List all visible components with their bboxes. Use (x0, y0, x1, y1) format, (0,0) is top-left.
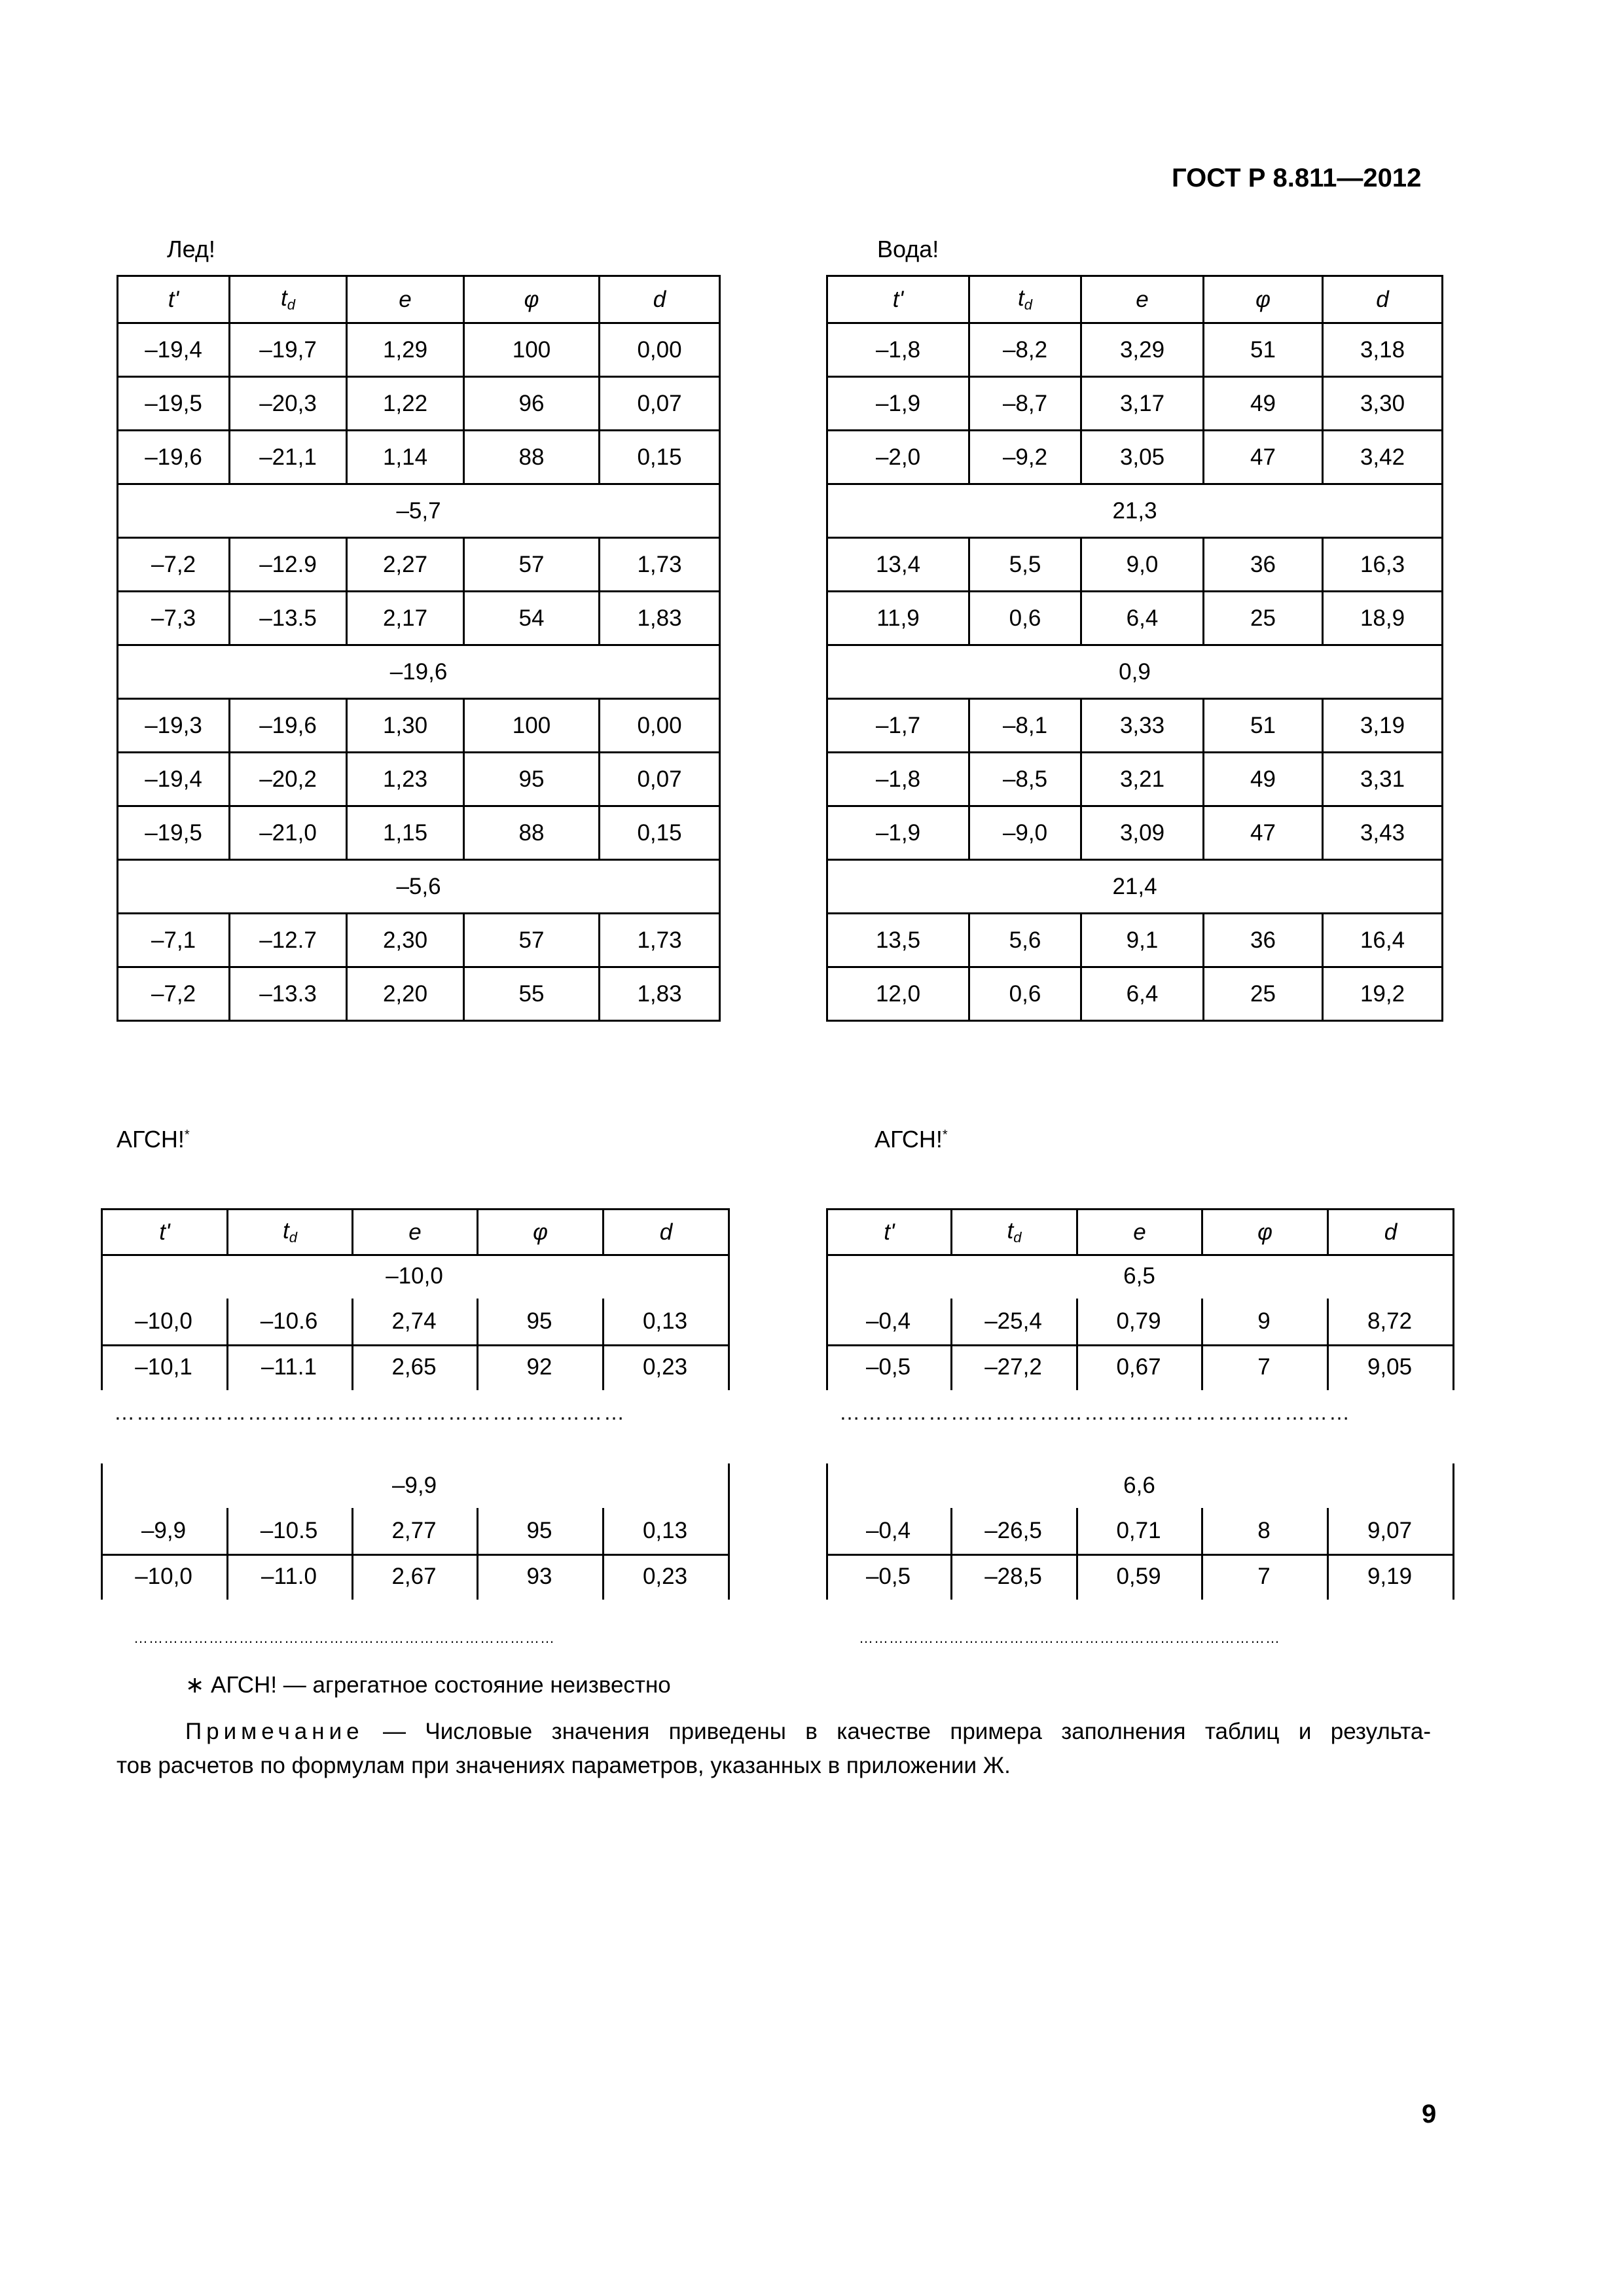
table-cell: 3,09 (1081, 806, 1204, 860)
table-cell: 0,23 (642, 1354, 688, 1380)
table-cell: –25,4 (984, 1308, 1042, 1334)
column-divider (226, 1508, 228, 1600)
table-cell: 7 (1257, 1354, 1271, 1380)
table-cell: 25 (1204, 592, 1323, 645)
agsn-mid-dots: …………………………………………………………… (114, 1401, 626, 1424)
group-label: –19,6 (118, 645, 720, 699)
table-cell: 6,4 (1081, 592, 1204, 645)
table-cell: –27,2 (984, 1354, 1042, 1380)
table-cell: 0,13 (642, 1518, 688, 1543)
table-row (827, 806, 1443, 860)
table-cell: 0,15 (600, 431, 720, 484)
table-cell: 51 (1204, 699, 1323, 753)
column-divider (602, 1299, 604, 1390)
column-header (1081, 276, 1204, 323)
table-cell: 13,4 (827, 538, 969, 592)
table-cell: –9,0 (969, 806, 1081, 860)
table-cell: 7 (1257, 1564, 1271, 1589)
table-cell: 47 (1204, 431, 1323, 484)
group-label-row (118, 860, 720, 914)
table-cell: 1,15 (347, 806, 464, 860)
column-header-symbol: e (408, 1219, 422, 1245)
table-cell: –10,1 (135, 1354, 192, 1380)
column-header (827, 276, 969, 323)
column-header (464, 276, 600, 323)
column-header-symbol: φ (1257, 1219, 1272, 1245)
table-cell: 3,05 (1081, 431, 1204, 484)
table-cell: 2,20 (347, 967, 464, 1021)
table-row (118, 538, 720, 592)
table-cell: 0,23 (642, 1564, 688, 1589)
table-cell: 3,31 (1323, 753, 1443, 806)
column-header (1202, 1210, 1328, 1255)
table-cell: 1,22 (347, 377, 464, 431)
table-row (827, 753, 1443, 806)
column-divider (950, 1299, 952, 1390)
table-cell: 2,27 (347, 538, 464, 592)
table-border (728, 1463, 730, 1600)
note-label: Примечание (185, 1719, 364, 1744)
table-cell: 0,07 (600, 377, 720, 431)
table-cell: –19,6 (118, 431, 230, 484)
table-cell: 2,65 (391, 1354, 437, 1380)
table-cell: –1,8 (827, 753, 969, 806)
table-cell: 1,83 (600, 592, 720, 645)
table-cell: –10,0 (135, 1564, 192, 1589)
table-cell: 1,83 (600, 967, 720, 1021)
table-cell: 3,43 (1323, 806, 1443, 860)
table-cell: –20,2 (230, 753, 347, 806)
table-cell: –21,0 (230, 806, 347, 860)
table-cell: 95 (526, 1518, 552, 1543)
table-cell: –13.5 (230, 592, 347, 645)
agsn-end-dots: ………………………………………………………………………… (859, 1630, 1280, 1646)
column-header-symbol: t (283, 1218, 289, 1244)
agsn-end-dots: ………………………………………………………………………… (134, 1630, 555, 1646)
group-label-row (118, 645, 720, 699)
column-divider (477, 1299, 478, 1390)
table-cell: 1,73 (600, 914, 720, 967)
group-label: –5,6 (118, 860, 720, 914)
column-divider (602, 1508, 604, 1600)
column-header (604, 1210, 729, 1255)
water-table-caption: Вода! (877, 236, 939, 262)
table-row (827, 377, 1443, 431)
table-cell: 2,17 (347, 592, 464, 645)
table-row (827, 323, 1443, 377)
column-divider (352, 1508, 353, 1600)
column-header-symbol: d (1376, 286, 1389, 312)
table-cell: 47 (1204, 806, 1323, 860)
table-cell: 88 (464, 806, 600, 860)
column-header (1077, 1210, 1202, 1255)
table-cell: –19,4 (118, 753, 230, 806)
group-label: 21,3 (827, 484, 1443, 538)
table-cell: 51 (1204, 323, 1323, 377)
table-cell: 88 (464, 431, 600, 484)
column-header (1204, 276, 1323, 323)
table-cell: –19,6 (230, 699, 347, 753)
table-cell: –13.3 (230, 967, 347, 1021)
column-header-subscript: d (1013, 1229, 1022, 1246)
table-border (101, 1254, 103, 1390)
agsn-block1-label: –10,0 (386, 1263, 443, 1289)
ice-table (117, 275, 721, 1022)
table-cell: 2,67 (391, 1564, 437, 1589)
column-divider (950, 1508, 952, 1600)
table-cell: 54 (464, 592, 600, 645)
table-cell: –20,3 (230, 377, 347, 431)
header-row (118, 276, 720, 323)
column-header (118, 276, 230, 323)
column-divider (1327, 1299, 1329, 1390)
column-header (952, 1210, 1077, 1255)
table-row (118, 377, 720, 431)
table-cell: –11.1 (261, 1354, 317, 1380)
column-header (600, 276, 720, 323)
agsn-block2-label: 6,6 (1123, 1473, 1155, 1498)
table-cell: 9,05 (1367, 1354, 1413, 1380)
table-row (827, 699, 1443, 753)
column-divider (1201, 1299, 1203, 1390)
table-border (101, 1463, 103, 1600)
table-cell: 0,00 (600, 699, 720, 753)
column-header (969, 276, 1081, 323)
group-label-row (118, 484, 720, 538)
table-cell: –0,5 (865, 1564, 911, 1589)
group-label-row (827, 645, 1443, 699)
table-cell: 11,9 (827, 592, 969, 645)
agsn-header-row (826, 1208, 1454, 1256)
column-header (102, 1210, 228, 1255)
table-row (827, 431, 1443, 484)
table-row (118, 914, 720, 967)
table-cell: –19,5 (118, 806, 230, 860)
table-row (827, 967, 1443, 1021)
column-header-symbol: e (1136, 286, 1149, 312)
table-cell: –28,5 (984, 1564, 1042, 1589)
table-cell: 1,73 (600, 538, 720, 592)
table-cell: 19,2 (1323, 967, 1443, 1021)
table-cell: 5,6 (969, 914, 1081, 967)
column-header-symbol: t' (892, 286, 904, 312)
column-divider (1201, 1508, 1203, 1600)
table-cell: 95 (526, 1308, 552, 1334)
column-divider (226, 1299, 228, 1390)
table-cell: 1,30 (347, 699, 464, 753)
table-cell: 6,4 (1081, 967, 1204, 1021)
ice-table-caption: Лед! (167, 236, 215, 262)
water-table (826, 275, 1443, 1022)
table-cell: 2,77 (391, 1518, 437, 1543)
table-cell: –8,2 (969, 323, 1081, 377)
table-cell: 0,00 (600, 323, 720, 377)
table-cell: –7,2 (118, 967, 230, 1021)
table-cell: 100 (464, 699, 600, 753)
table-cell: 0,71 (1116, 1518, 1161, 1543)
table-cell: 8 (1257, 1518, 1271, 1543)
column-divider (1327, 1508, 1329, 1600)
column-header-symbol: t' (159, 1219, 170, 1245)
table-cell: –21,1 (230, 431, 347, 484)
table-row (827, 592, 1443, 645)
table-cell: –7,2 (118, 538, 230, 592)
agsn-left-caption: АГСН!* (117, 1126, 190, 1153)
column-header-subscript: d (289, 1229, 297, 1246)
table-row (827, 538, 1443, 592)
note (117, 1715, 1431, 1783)
table-cell: 1,23 (347, 753, 464, 806)
column-header (230, 276, 347, 323)
table-cell: –26,5 (984, 1518, 1042, 1543)
table-cell: –9,2 (969, 431, 1081, 484)
group-label: –5,7 (118, 484, 720, 538)
column-header-symbol: d (1384, 1219, 1398, 1245)
table-cell: 9,1 (1081, 914, 1204, 967)
table-cell: 3,17 (1081, 377, 1204, 431)
table-cell: –1,9 (827, 377, 969, 431)
table-cell: –8,1 (969, 699, 1081, 753)
table-cell: 9,07 (1367, 1518, 1413, 1543)
table-cell: 16,3 (1323, 538, 1443, 592)
table-cell: –19,5 (118, 377, 230, 431)
table-cell: 2,74 (391, 1308, 437, 1334)
group-label: 0,9 (827, 645, 1443, 699)
group-label-row (827, 484, 1443, 538)
table-cell: –8,5 (969, 753, 1081, 806)
table-cell: 96 (464, 377, 600, 431)
table-cell: 25 (1204, 967, 1323, 1021)
note-text-line2: тов расчетов по формулам при значениях параметров, указанных в приложении Ж. (117, 1753, 1011, 1778)
table-row (118, 323, 720, 377)
table-cell: –7,3 (118, 592, 230, 645)
table-cell: 0,07 (600, 753, 720, 806)
table-cell: –8,7 (969, 377, 1081, 431)
table-cell: –19,4 (118, 323, 230, 377)
table-cell: 9 (1257, 1308, 1271, 1334)
column-header (353, 1210, 478, 1255)
table-cell: 0,67 (1116, 1354, 1161, 1380)
table-cell: 92 (526, 1354, 552, 1380)
table-cell: –19,7 (230, 323, 347, 377)
table-cell: 5,5 (969, 538, 1081, 592)
table-cell: –11.0 (261, 1564, 317, 1589)
table-cell: –19,3 (118, 699, 230, 753)
table-cell: 3,29 (1081, 323, 1204, 377)
table-cell: 18,9 (1323, 592, 1443, 645)
column-header (1323, 276, 1443, 323)
table-row (118, 699, 720, 753)
table-row (118, 592, 720, 645)
table-cell: 0,13 (642, 1308, 688, 1334)
column-header (347, 276, 464, 323)
document-title: ГОСТ Р 8.811—2012 (1172, 164, 1422, 192)
table-cell: 3,21 (1081, 753, 1204, 806)
column-header-symbol: t' (168, 286, 179, 312)
table-cell: –1,7 (827, 699, 969, 753)
column-header-symbol: d (659, 1219, 673, 1245)
table-cell: 100 (464, 323, 600, 377)
table-cell: –10.5 (260, 1518, 318, 1543)
table-cell: 12,0 (827, 967, 969, 1021)
header-row (827, 276, 1443, 323)
table-row (118, 431, 720, 484)
column-divider (477, 1508, 478, 1600)
table-cell: 16,4 (1323, 914, 1443, 967)
table-cell: –0,4 (865, 1308, 911, 1334)
column-divider (1076, 1299, 1078, 1390)
table-cell: 49 (1204, 753, 1323, 806)
agsn-header-row (101, 1208, 730, 1256)
column-divider (352, 1299, 353, 1390)
table-cell: –12.7 (230, 914, 347, 967)
group-label: 21,4 (827, 860, 1443, 914)
table-cell: –10,0 (135, 1308, 192, 1334)
table-cell: 93 (526, 1564, 552, 1589)
table-border (728, 1254, 730, 1390)
table-cell: –7,1 (118, 914, 230, 967)
table-cell: 3,33 (1081, 699, 1204, 753)
table-cell: 57 (464, 538, 600, 592)
agsn-block2-label: –9,9 (391, 1473, 437, 1498)
table-cell: 0,15 (600, 806, 720, 860)
column-header (1328, 1210, 1454, 1255)
table-cell: –1,8 (827, 323, 969, 377)
column-header-symbol: t' (884, 1219, 895, 1245)
column-header (478, 1210, 604, 1255)
table-cell: 49 (1204, 377, 1323, 431)
table-cell: 36 (1204, 538, 1323, 592)
column-header-symbol: φ (1255, 286, 1271, 312)
table-cell: 13,5 (827, 914, 969, 967)
table-cell: –10.6 (260, 1308, 318, 1334)
table-cell: 0,79 (1116, 1308, 1161, 1334)
page-number: 9 (1422, 2100, 1437, 2128)
column-header-symbol: t (281, 285, 287, 311)
table-row (118, 753, 720, 806)
agsn-block1-label: 6,5 (1123, 1263, 1155, 1289)
table-cell: –0,5 (865, 1354, 911, 1380)
table-cell: 95 (464, 753, 600, 806)
table-border (826, 1254, 828, 1390)
table-border (1453, 1254, 1454, 1390)
table-cell: 8,72 (1367, 1308, 1413, 1334)
table-cell: –1,9 (827, 806, 969, 860)
table-cell: 3,18 (1323, 323, 1443, 377)
table-cell: –9,9 (141, 1518, 187, 1543)
column-header-subscript: d (1024, 296, 1032, 313)
column-header-symbol: φ (524, 286, 539, 312)
table-row (118, 967, 720, 1021)
table-cell: 0,59 (1116, 1564, 1161, 1589)
column-header (827, 1210, 952, 1255)
table-row (827, 914, 1443, 967)
table-cell: 3,42 (1323, 431, 1443, 484)
table-cell: –2,0 (827, 431, 969, 484)
table-border (1453, 1463, 1454, 1600)
column-header-symbol: t (1018, 285, 1024, 311)
column-header-symbol: d (653, 286, 666, 312)
table-cell: 9,0 (1081, 538, 1204, 592)
table-cell: 0,6 (969, 967, 1081, 1021)
note-text-line1: — Числовые значения приведены в качестве примера заполнения таблиц и результа- (363, 1719, 1431, 1744)
table-cell: 2,30 (347, 914, 464, 967)
table-cell: 1,29 (347, 323, 464, 377)
column-header-symbol: e (399, 286, 412, 312)
table-cell: 57 (464, 914, 600, 967)
column-header (228, 1210, 353, 1255)
agsn-right-caption: АГСН!* (875, 1126, 948, 1153)
table-cell: 36 (1204, 914, 1323, 967)
table-cell: 3,30 (1323, 377, 1443, 431)
footnote: ∗ АГСН! — агрегатное состояние неизвестно (185, 1672, 671, 1698)
table-cell: 55 (464, 967, 600, 1021)
table-border (826, 1463, 828, 1600)
column-divider (1076, 1508, 1078, 1600)
column-header-subscript: d (287, 296, 295, 313)
group-label-row (827, 860, 1443, 914)
table-cell: 9,19 (1367, 1564, 1413, 1589)
column-header-symbol: e (1133, 1219, 1146, 1245)
column-header-symbol: t (1007, 1218, 1014, 1244)
column-header-symbol: φ (533, 1219, 548, 1245)
table-cell: 0,6 (969, 592, 1081, 645)
table-cell: –0,4 (865, 1518, 911, 1543)
agsn-mid-dots: …………………………………………………………… (839, 1401, 1351, 1424)
table-cell: 1,14 (347, 431, 464, 484)
table-row (118, 806, 720, 860)
table-cell: –12.9 (230, 538, 347, 592)
table-cell: 3,19 (1323, 699, 1443, 753)
